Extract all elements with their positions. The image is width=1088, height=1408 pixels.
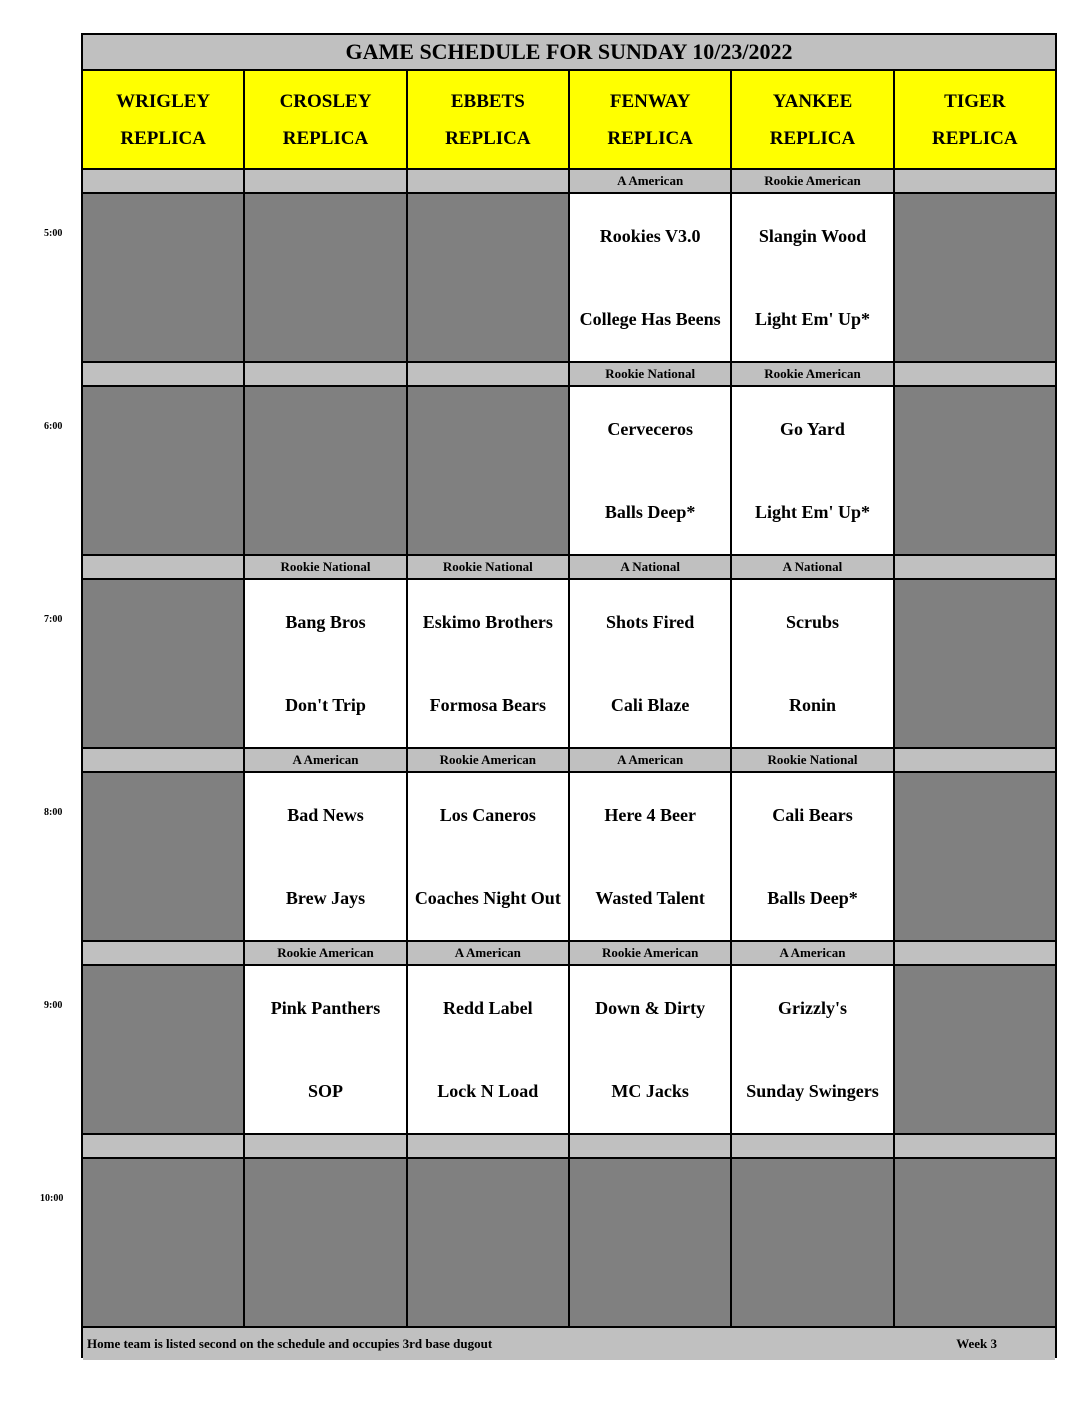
game-cell	[732, 387, 894, 554]
empty-cell	[83, 387, 245, 554]
game-row	[83, 1159, 1055, 1326]
empty-cell	[895, 1159, 1055, 1326]
time-label: 5:00	[44, 228, 63, 239]
game-cell	[570, 387, 732, 554]
away-team: Here 4 Beer	[604, 804, 696, 825]
home-team: Light Em' Up*	[754, 502, 870, 523]
game-cell	[732, 966, 894, 1133]
division-label	[408, 1135, 570, 1157]
home-team: Lock N Load	[437, 1081, 539, 1102]
division-label	[408, 170, 570, 192]
empty-cell	[895, 773, 1055, 940]
division-label	[245, 170, 407, 192]
away-team: Eskimo Brothers	[422, 611, 553, 632]
division-label	[895, 363, 1055, 385]
game-cell	[570, 194, 732, 361]
field-name: FENWAY	[609, 90, 691, 112]
away-team: Cali Bears	[772, 804, 853, 825]
empty-cell	[83, 194, 245, 361]
division-label: A National	[570, 556, 732, 578]
empty-cell	[83, 1159, 245, 1326]
home-team: Coaches Night Out	[414, 888, 561, 909]
home-team: MC Jacks	[611, 1081, 689, 1102]
division-label	[83, 363, 245, 385]
game-cell	[408, 773, 570, 940]
division-label	[895, 942, 1055, 964]
game-cell	[570, 773, 732, 940]
home-team: Ronin	[788, 695, 836, 716]
empty-cell	[83, 966, 245, 1133]
division-label	[83, 170, 245, 192]
home-team: Light Em' Up*	[754, 309, 870, 330]
time-slot	[83, 1135, 1055, 1328]
away-team: Bad News	[287, 804, 364, 825]
division-label	[895, 1135, 1055, 1157]
empty-cell	[732, 1159, 894, 1326]
away-team: Go Yard	[780, 418, 845, 439]
division-label: Rookie National	[245, 556, 407, 578]
schedule-body	[83, 170, 1055, 1328]
empty-cell	[408, 194, 570, 361]
time-slot	[83, 170, 1055, 363]
game-cell	[570, 966, 732, 1133]
home-team: SOP	[307, 1081, 343, 1102]
away-team: Grizzly's	[777, 997, 847, 1018]
field-header-ebbets	[408, 71, 570, 168]
division-label: Rookie American	[732, 170, 894, 192]
time-slot	[83, 749, 1055, 942]
home-team: Balls Deep*	[604, 502, 696, 523]
division-label: A American	[570, 170, 732, 192]
division-label: Rookie American	[245, 942, 407, 964]
empty-cell	[245, 194, 407, 361]
division-label	[895, 749, 1055, 771]
division-row	[83, 942, 1055, 966]
field-sub: REPLICA	[769, 127, 856, 149]
away-team: Bang Bros	[285, 611, 366, 632]
away-team: Slangin Wood	[758, 225, 867, 246]
empty-cell	[895, 194, 1055, 361]
division-label	[83, 556, 245, 578]
empty-cell	[83, 580, 245, 747]
division-label	[245, 1135, 407, 1157]
home-team: Formosa Bears	[429, 695, 547, 716]
empty-cell	[408, 387, 570, 554]
field-sub: REPLICA	[445, 127, 531, 149]
page-title: GAME SCHEDULE FOR SUNDAY 10/23/2022	[83, 35, 1055, 71]
division-row	[83, 1135, 1055, 1159]
division-label: A American	[732, 942, 894, 964]
game-cell	[732, 773, 894, 940]
time-label: 6:00	[44, 421, 63, 432]
division-label	[83, 749, 245, 771]
empty-cell	[245, 1159, 407, 1326]
game-cell	[408, 580, 570, 747]
game-cell	[732, 580, 894, 747]
away-team: Cerveceros	[607, 418, 693, 439]
game-row	[83, 966, 1055, 1133]
time-slot	[83, 556, 1055, 749]
footer-note: Home team is listed second on the schedule and occupies 3rd base dugout	[87, 1336, 493, 1351]
division-label	[83, 942, 245, 964]
field-name: EBBETS	[450, 90, 525, 112]
away-team: Rookies V3.0	[599, 225, 701, 246]
empty-cell	[83, 773, 245, 940]
time-label: 10:00	[40, 1193, 64, 1204]
away-team: Pink Panthers	[270, 997, 381, 1018]
away-team: Redd Label	[443, 997, 533, 1018]
field-sub: REPLICA	[282, 127, 369, 149]
game-cell	[245, 773, 407, 940]
away-team: Shots Fired	[606, 611, 695, 632]
division-label	[895, 556, 1055, 578]
division-label: Rookie American	[570, 942, 732, 964]
empty-cell	[245, 387, 407, 554]
schedule-footer	[83, 1328, 1055, 1360]
field-name: WRIGLEY	[116, 90, 211, 112]
home-team: Cali Blaze	[610, 695, 690, 716]
division-row	[83, 170, 1055, 194]
field-sub: REPLICA	[607, 127, 693, 149]
game-row	[83, 773, 1055, 940]
division-label: A American	[245, 749, 407, 771]
division-label: Rookie National	[570, 363, 732, 385]
game-cell	[570, 580, 732, 747]
division-label	[408, 363, 570, 385]
division-label: Rookie American	[732, 363, 894, 385]
division-label	[570, 1135, 732, 1157]
field-name: YANKEE	[772, 90, 853, 112]
division-row	[83, 749, 1055, 773]
field-sub: REPLICA	[932, 127, 1018, 149]
time-slot	[83, 942, 1055, 1135]
home-team: Wasted Talent	[595, 888, 705, 909]
schedule-sheet	[81, 33, 1057, 1358]
field-header-wrigley	[83, 71, 245, 168]
empty-cell	[570, 1159, 732, 1326]
empty-cell	[895, 966, 1055, 1133]
game-row	[83, 580, 1055, 747]
field-name: CROSLEY	[279, 90, 372, 112]
division-label	[732, 1135, 894, 1157]
home-team: College Has Beens	[579, 309, 721, 330]
division-label	[245, 363, 407, 385]
field-sub: REPLICA	[120, 127, 206, 149]
game-row	[83, 194, 1055, 361]
division-label: A National	[732, 556, 894, 578]
home-team: Don't Trip	[285, 695, 366, 716]
time-label: 7:00	[44, 614, 63, 625]
field-header-row	[83, 71, 1055, 170]
time-label: 9:00	[44, 1000, 63, 1011]
away-team: Scrubs	[785, 611, 839, 632]
week-label: Week 3	[956, 1336, 997, 1351]
home-team: Sunday Swingers	[746, 1081, 879, 1102]
division-label: Rookie National	[408, 556, 570, 578]
away-team: Los Caneros	[439, 804, 536, 825]
empty-cell	[895, 580, 1055, 747]
game-cell	[732, 194, 894, 361]
home-team: Balls Deep*	[767, 888, 858, 909]
time-label: 8:00	[44, 807, 63, 818]
division-row	[83, 556, 1055, 580]
game-cell	[245, 966, 407, 1133]
home-team: Brew Jays	[285, 888, 366, 909]
empty-cell	[408, 1159, 570, 1326]
division-label: A American	[570, 749, 732, 771]
division-label	[895, 170, 1055, 192]
division-row	[83, 363, 1055, 387]
field-header-tiger	[895, 71, 1055, 168]
away-team: Down & Dirty	[595, 997, 706, 1018]
game-cell	[408, 966, 570, 1133]
field-header-fenway	[570, 71, 732, 168]
division-label: Rookie American	[408, 749, 570, 771]
division-label	[83, 1135, 245, 1157]
game-row	[83, 387, 1055, 554]
field-name: TIGER	[944, 90, 1006, 112]
time-slot	[83, 363, 1055, 556]
game-cell	[245, 580, 407, 747]
field-header-yankee	[732, 71, 894, 168]
field-header-crosley	[245, 71, 407, 168]
empty-cell	[895, 387, 1055, 554]
time-column	[0, 0, 80, 1408]
division-label: A American	[408, 942, 570, 964]
division-label: Rookie National	[732, 749, 894, 771]
